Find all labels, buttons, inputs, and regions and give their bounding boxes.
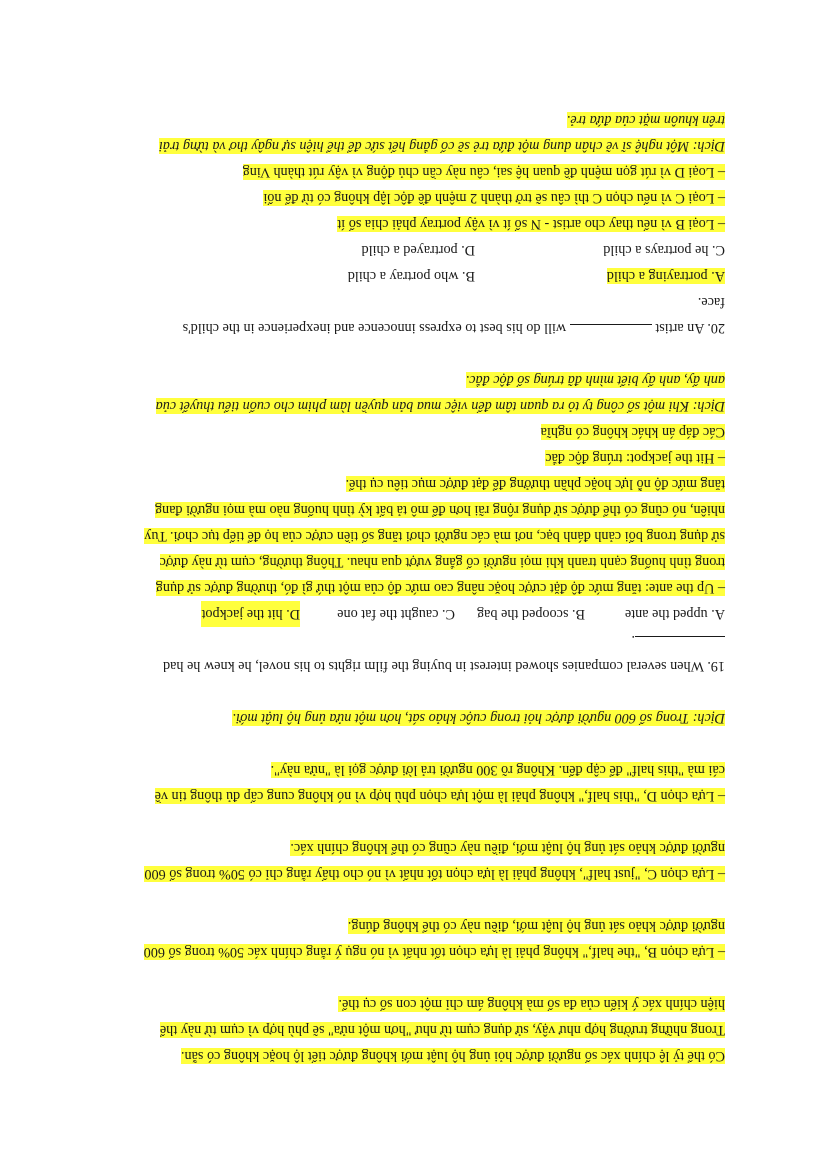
- document-content: [95, 107, 725, 1069]
- text-line: – Loại B vì nếu thay cho artist - N số ít vì vậy portray phải chia số ít: [337, 216, 725, 232]
- text-line: – Loại D vì rút gọn mệnh đề quan hệ sai, câu này cần chủ động vì vậy rút thành Ving: [242, 164, 725, 180]
- text-line: trong tình huống cạnh tranh khi mọi người cố gắng vượt qua nhau. Thông thường, cụm từ này được: [159, 554, 725, 570]
- question-text: 19. When several companies showed interest in buying the film rights to his novel, he knew he had: [163, 658, 725, 674]
- text-line: – Hit the jackpot: trúng độc đắc: [545, 450, 725, 466]
- text-line: Các đáp án khác không có nghĩa: [540, 424, 725, 440]
- option-d-correct: D. hit the jackpot: [201, 601, 300, 627]
- text-line: sử dụng trong bối cảnh đánh bạc, nơi mà các người chơi tăng số tiền cược của họ để tiếp tục chơi. Tuy: [144, 528, 725, 544]
- question-text: face.: [697, 294, 725, 310]
- translation-line: anh ấy, anh ấy biết mình đã trúng số độc đắc.: [465, 372, 725, 388]
- options-19: [95, 601, 725, 627]
- text-line: người được khảo sát ủng hộ luật mới, điều này có thể không đúng.: [347, 918, 725, 934]
- text-line: – Lựa chọn C, "just half", không phải là lựa chọn tốt nhất vì nó cho thấy rằng chỉ có 50% trong số 600: [144, 866, 725, 882]
- text-line: – Up the ante: tăng mức độ đặt cược hoặc nâng cao mức độ của một thứ gì đó, thường được sử dụng: [155, 580, 725, 596]
- text-line: cái mà "this half" để cập đến. Không rõ 300 người trả lời được gọi là "nửa này".: [270, 762, 725, 778]
- answer-blank: [635, 636, 725, 637]
- text-line: Trong những trường hợp như vậy, sử dụng cụm từ như "hơn một nửa" sẽ phù hợp vì cụm từ này thể: [159, 1022, 725, 1038]
- options-20-row2: [95, 237, 725, 263]
- text-line: – Loại C vì nếu chọn C thì câu sẽ trở thành 2 mệnh đề độc lập không có từ để nối: [263, 190, 725, 206]
- question-text: will do his best to express innocence and inexperience in the child's: [182, 320, 567, 336]
- option-a: A. upped the ante: [624, 606, 725, 622]
- option-d: D. portrayed a child: [361, 242, 475, 258]
- translation-line: Dịch: Khi một số công ty tỏ ra quan tâm đến việc mua bản quyền làm phim cho cuốn tiểu thuyết của: [155, 398, 725, 414]
- text-line: tăng mức độ nỗ lực hoặc phần thưởng để đạt được mục tiêu cụ thể.: [345, 476, 725, 492]
- text-line: nhiên, nó cũng có thể được sử dụng rộng rãi hơn để mô tả bất kỳ tình huống nào mà mọi người đang: [154, 502, 725, 518]
- question-text: 20. An artist: [655, 320, 725, 336]
- question-19: [95, 653, 725, 679]
- translation-line: Dịch: Trong số 600 người được hỏi trong cuộc khảo sát, hơn một nửa ủng hộ luật mới.: [232, 710, 725, 726]
- option-c: C. caught the fat one: [337, 606, 455, 622]
- translation-line: Dịch: Một nghệ sĩ vẽ chân dung một đứa trẻ sẽ cố gắng hết sức để thể hiện sự ngây thơ và từng trải: [158, 138, 725, 154]
- option-b: B. who portray a child: [347, 268, 475, 284]
- text-line: – Lựa chọn B, "the half," không phải là lựa chọn tốt nhất vì nó ngụ ý rằng chính xác 50% trong số 600: [143, 944, 725, 960]
- question-20: [95, 315, 725, 341]
- option-a-correct: A. portraying a child: [606, 268, 725, 284]
- text-line: người được khảo sát ủng hộ luật mới, điều này cũng có thể không chính xác.: [290, 840, 725, 856]
- option-b: B. scooped the bag: [477, 606, 585, 622]
- question-end: .: [631, 632, 635, 648]
- answer-blank: [570, 324, 652, 325]
- text-line: hiện chính xác ý kiến của đa số mà không ám chỉ một con số cụ thể.: [338, 996, 725, 1012]
- option-c: C. he portrays a child: [603, 242, 725, 258]
- options-20-row1: [95, 263, 725, 289]
- text-line: Có thể tỷ lệ chính xác số người được hỏi ủng hộ luật mới không được tiết lộ hoặc không có sẵn.: [180, 1048, 725, 1064]
- text-line: – Lựa chọn D, "this half," không phải là một lựa chọn phù hợp vì nó không cung cấp đủ thông tin về: [154, 788, 725, 804]
- translation-line: trên khuôn mặt của đứa trẻ.: [566, 112, 725, 128]
